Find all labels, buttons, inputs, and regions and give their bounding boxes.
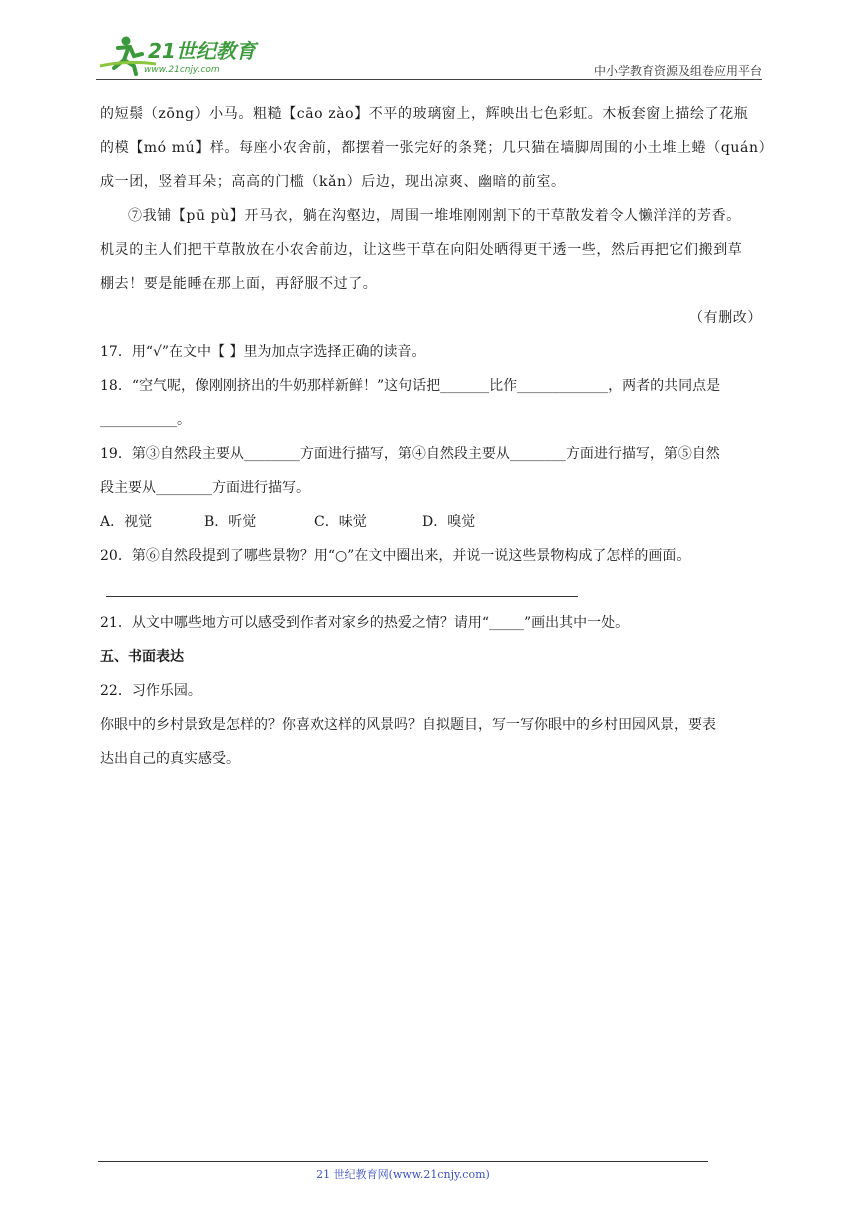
platform-label: 中小学教育资源及组卷应用平台	[593, 64, 762, 78]
question-19-line-1: 19．第③自然段主要从________方面进行描写，第④自然段主要从________方面进行描写，第⑤自然	[100, 446, 720, 462]
passage-line-6: 棚去！要是能睡在那上面，再舒服不过了。	[100, 276, 378, 292]
option-a: A．视觉	[100, 514, 153, 530]
passage-line-5: 机灵的主人们把干草散放在小农舍前边，让这些干草在向阳处晒得更干透一些，然后再把它们搬到草	[100, 242, 743, 258]
writing-prompt-line-1: 你眼中的乡村景致是怎样的？你喜欢这样的风景吗？自拟题目，写一写你眼中的乡村田园风景，要表	[100, 717, 716, 733]
passage-line-4: ⑦我铺【pū pù】开马衣，躺在沟壑边，周围一堆堆刚刚割下的干草散发着令人懒洋洋的芳香。	[128, 208, 741, 224]
option-c: C．味觉	[314, 514, 367, 530]
question-22: 22．习作乐园。	[100, 683, 202, 699]
footer-link[interactable]: 21 世纪教育网(www.21cnjy.com)	[316, 1168, 490, 1181]
footer-divider	[98, 1161, 708, 1162]
svg-text:21世纪教育: 21世纪教育	[148, 39, 256, 63]
option-d: D．嗅觉	[422, 514, 476, 530]
question-21: 21．从文中哪些地方可以感受到作者对家乡的热爱之情？请用“_____”画出其中一处。	[100, 615, 630, 631]
question-19-line-2: 段主要从________方面进行描写。	[100, 480, 310, 496]
question-18-line-1: 18．“空气呢，像刚刚挤出的牛奶那样新鲜！”这句话把_______比作_____________，两者的共同点是	[100, 378, 721, 394]
section-5-title: 五、书面表达	[100, 649, 184, 665]
passage-line-1: 的短鬃（zōng）小马。粗糙【cāo zào】不平的玻璃窗上，辉映出七色彩虹。木板套窗上描绘了花瓶	[100, 106, 749, 122]
writing-prompt-line-2: 达出自己的真实感受。	[100, 751, 240, 767]
header-divider	[96, 79, 762, 80]
question-18-line-2: ___________。	[100, 412, 191, 428]
question-17: 17．用“√”在文中【 】里为加点字选择正确的读音。	[100, 344, 426, 360]
passage-line-3: 成一团，竖着耳朵；高高的门槛（kǎn）后边，现出凉爽、幽暗的前室。	[100, 174, 566, 190]
answer-line	[106, 596, 578, 597]
option-b: B．听觉	[204, 514, 257, 530]
question-19-options	[100, 512, 762, 532]
source-note: （有删改）	[689, 310, 762, 326]
svg-text:www.21cnjy.com: www.21cnjy.com	[144, 65, 220, 75]
page-header	[96, 34, 762, 80]
question-20: 20．第⑥自然段提到了哪些景物？用“○”在文中圈出来，并说一说这些景物构成了怎样的画面。	[100, 548, 691, 564]
logo-21cnjy	[96, 34, 266, 78]
passage-line-2: 的模【mó mú】样。每座小农舍前，都摆着一张完好的条凳；几只猫在墙脚周围的小土堆上蜷（quán）	[100, 140, 774, 156]
